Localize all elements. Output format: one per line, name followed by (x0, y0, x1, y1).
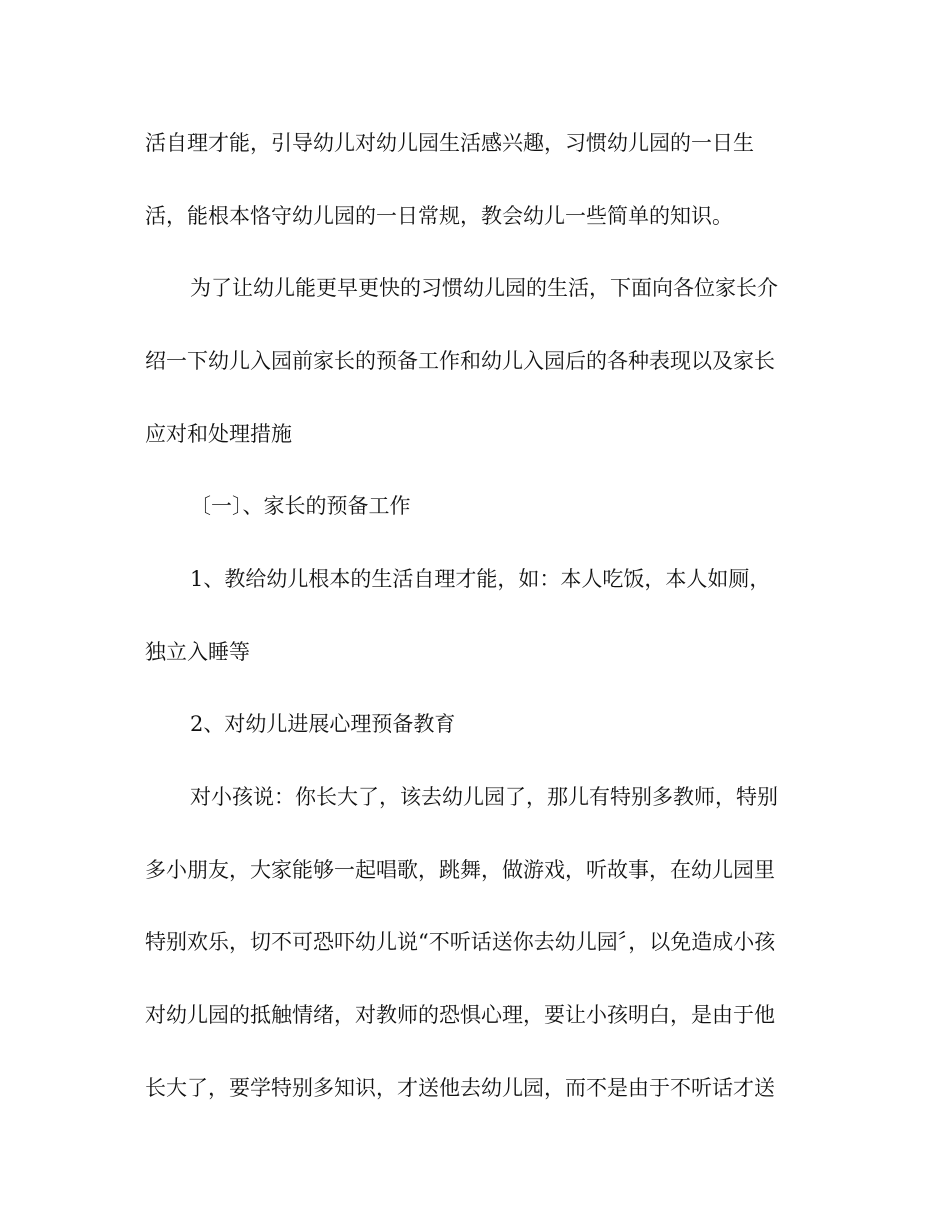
paragraph-talk-line-3: 特别欢乐，切不可恐吓幼儿说“不听话送你去幼儿园〞，以免造成小孩 (145, 930, 776, 954)
paragraph-talk-line-4: 对幼儿园的抵触情绪，对教师的恐惧心理，要让小孩明白，是由于他 (145, 1003, 775, 1027)
paragraph-talk-line-1: 对小孩说：你长大了，该去幼儿园了，那儿有特别多教师，特别 (190, 785, 778, 809)
text-line-1: 活自理才能，引导幼儿对幼儿园生活感兴趣，习惯幼儿园的一日生 (145, 131, 754, 155)
paragraph-talk-line-5: 长大了，要学特别多知识，才送他去幼儿园，而不是由于不听话才送 (145, 1076, 775, 1100)
paragraph-talk-line-2: 多小朋友，大家能够一起唱歌，跳舞，做游戏，听故事，在幼儿园里 (145, 858, 775, 882)
paragraph-intro-line-2: 绍一下幼儿入园前家长的预备工作和幼儿入园后的各种表现以及家长 (145, 349, 775, 373)
paragraph-intro-line-1: 为了让幼儿能更早更快的习惯幼儿园的生活，下面向各位家长介 (190, 276, 778, 300)
text-line-2: 活，能根本恪守幼儿园的一日常规，教会幼儿一些简单的知识。 (145, 204, 733, 228)
list-item-1-line-1: 1、教给幼儿根本的生活自理才能，如：本人吃饭，本人如厕， (190, 567, 771, 591)
paragraph-intro-line-3: 应对和处理措施 (145, 422, 292, 446)
list-item-2: 2、对幼儿进展心理预备教育 (190, 712, 456, 736)
list-item-1-line-2: 独立入睡等 (145, 640, 250, 664)
section-heading: 〔一〕、家长的预备工作 (190, 494, 411, 518)
